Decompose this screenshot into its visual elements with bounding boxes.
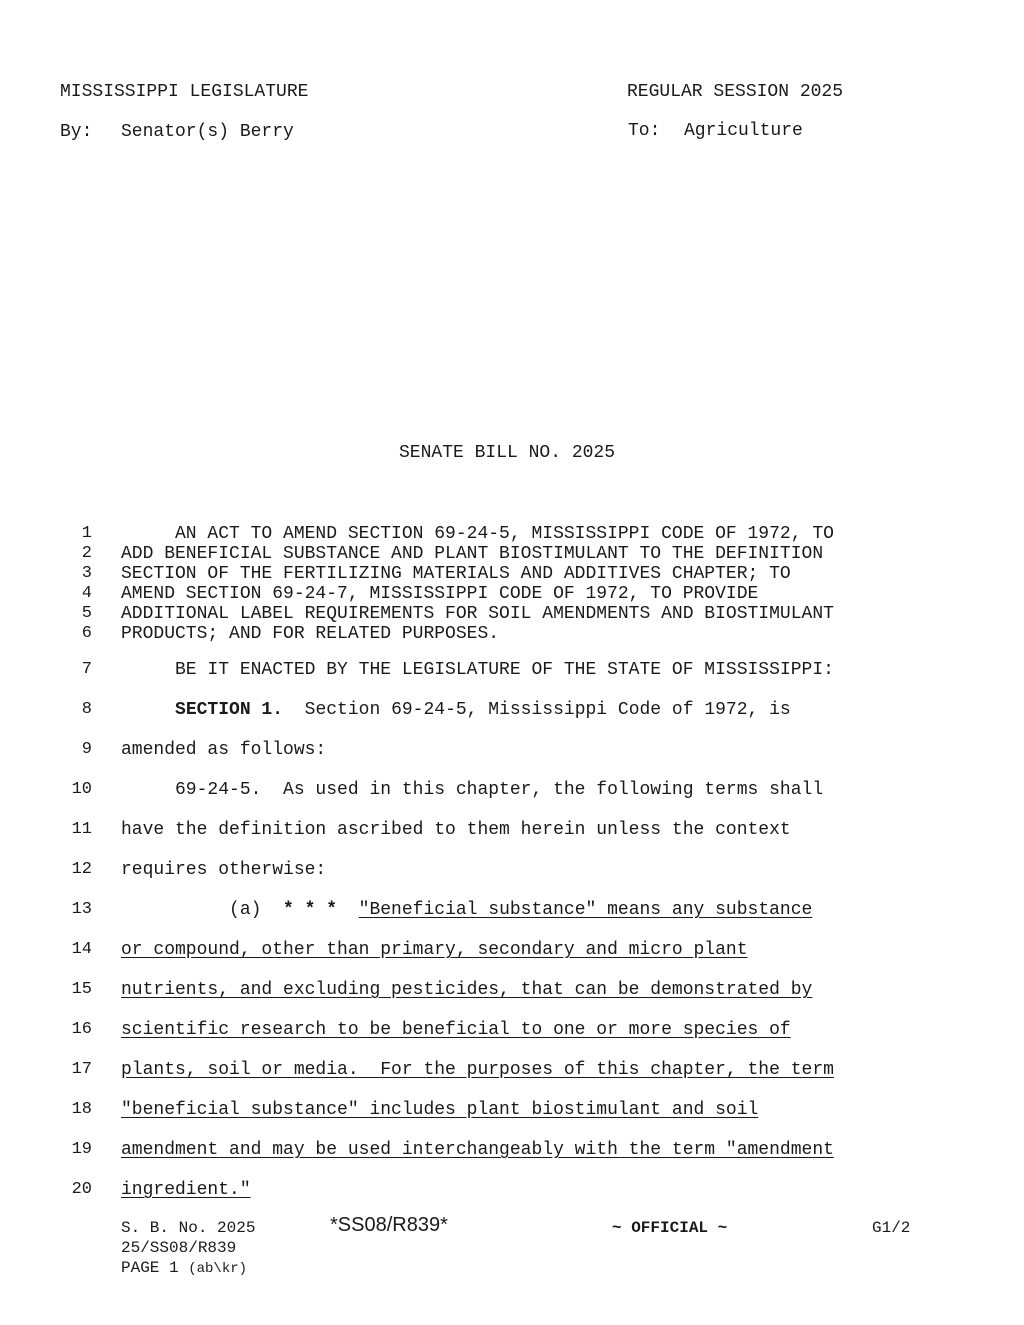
line-number: 18 bbox=[71, 1100, 92, 1119]
inserted-text: "Beneficial substance" means any substance bbox=[358, 900, 813, 920]
body-line: requires otherwise: bbox=[121, 860, 327, 880]
section-heading: SECTION 1. bbox=[175, 700, 284, 720]
inserted-text: ingredient." bbox=[121, 1180, 251, 1200]
line-number: 15 bbox=[71, 980, 92, 999]
legislature-heading: MISSISSIPPI LEGISLATURE bbox=[60, 82, 309, 102]
line-number: 4 bbox=[81, 584, 92, 603]
committee-name: Agriculture bbox=[684, 121, 803, 141]
line-number: 6 bbox=[81, 624, 92, 643]
inserted-text: plants, soil or media. For the purposes of this chapter, the term bbox=[121, 1060, 834, 1080]
page-number bbox=[121, 1258, 247, 1279]
body-line: amended as follows: bbox=[121, 740, 327, 760]
body-line: have the definition ascribed to them herein unless the context bbox=[121, 820, 791, 840]
line-number: 2 bbox=[81, 544, 92, 563]
document-code: 25/SS08/R839 bbox=[121, 1239, 237, 1257]
line-number: 19 bbox=[71, 1140, 92, 1159]
inserted-text: or compound, other than primary, secondary and micro plant bbox=[121, 940, 748, 960]
line-number: 16 bbox=[71, 1020, 92, 1039]
line-number: 8 bbox=[81, 700, 92, 719]
barcode-text: *SS08/R839* bbox=[330, 1214, 448, 1236]
act-line: ADD BENEFICIAL SUBSTANCE AND PLANT BIOSTIMULANT TO THE DEFINITION bbox=[121, 544, 824, 564]
page-label: PAGE 1 bbox=[121, 1259, 179, 1277]
subsection-label: (a) bbox=[121, 900, 284, 920]
line-number: 17 bbox=[71, 1060, 92, 1079]
line-number: 10 bbox=[71, 780, 92, 799]
sponsor-label: By: bbox=[60, 122, 93, 142]
official-mark: ~ OFFICIAL ~ bbox=[612, 1219, 728, 1237]
inserted-text: nutrients, and excluding pesticides, that can be demonstrated by bbox=[121, 980, 813, 1000]
bill-title: SENATE BILL NO. 2025 bbox=[399, 443, 616, 463]
act-line: AN ACT TO AMEND SECTION 69-24-5, MISSISSIPPI CODE OF 1972, TO bbox=[121, 524, 834, 544]
typist-initials: (ab\kr) bbox=[188, 1261, 248, 1277]
enacting-clause: BE IT ENACTED BY THE LEGISLATURE OF THE STATE OF MISSISSIPPI: bbox=[121, 660, 834, 680]
inserted-text: "beneficial substance" includes plant biostimulant and soil bbox=[121, 1100, 759, 1120]
bill-reference: S. B. No. 2025 bbox=[121, 1219, 256, 1237]
section-line bbox=[121, 700, 791, 720]
act-line: ADDITIONAL LABEL REQUIREMENTS FOR SOIL AMENDMENTS AND BIOSTIMULANT bbox=[121, 604, 834, 624]
line-number: 9 bbox=[81, 740, 92, 759]
line-number: 7 bbox=[81, 660, 92, 679]
line-number: 14 bbox=[71, 940, 92, 959]
omission-stars: * * * bbox=[283, 900, 338, 920]
inserted-text: amendment and may be used interchangeably with the term "amendment bbox=[121, 1140, 834, 1160]
act-line: PRODUCTS; AND FOR RELATED PURPOSES. bbox=[121, 624, 500, 644]
definition-line bbox=[121, 900, 812, 920]
line-number: 11 bbox=[71, 820, 92, 839]
line-number: 20 bbox=[71, 1180, 92, 1199]
act-line: SECTION OF THE FERTILIZING MATERIALS AND ADDITIVES CHAPTER; TO bbox=[121, 564, 791, 584]
act-line: AMEND SECTION 69-24-7, MISSISSIPPI CODE OF 1972, TO PROVIDE bbox=[121, 584, 759, 604]
line-number: 1 bbox=[81, 524, 92, 543]
line-number: 13 bbox=[71, 900, 92, 919]
section-text: Section 69-24-5, Mississippi Code of 1972, is bbox=[283, 700, 791, 720]
line-number: 12 bbox=[71, 860, 92, 879]
sponsor-name: Senator(s) Berry bbox=[121, 122, 294, 142]
body-line: 69-24-5. As used in this chapter, the following terms shall bbox=[121, 780, 824, 800]
page-code: G1/2 bbox=[872, 1219, 911, 1237]
session-heading: REGULAR SESSION 2025 bbox=[627, 82, 844, 102]
inserted-text: scientific research to be beneficial to one or more species of bbox=[121, 1020, 791, 1040]
line-number: 3 bbox=[81, 564, 92, 583]
line-number: 5 bbox=[81, 604, 92, 623]
committee-label: To: bbox=[628, 121, 661, 141]
